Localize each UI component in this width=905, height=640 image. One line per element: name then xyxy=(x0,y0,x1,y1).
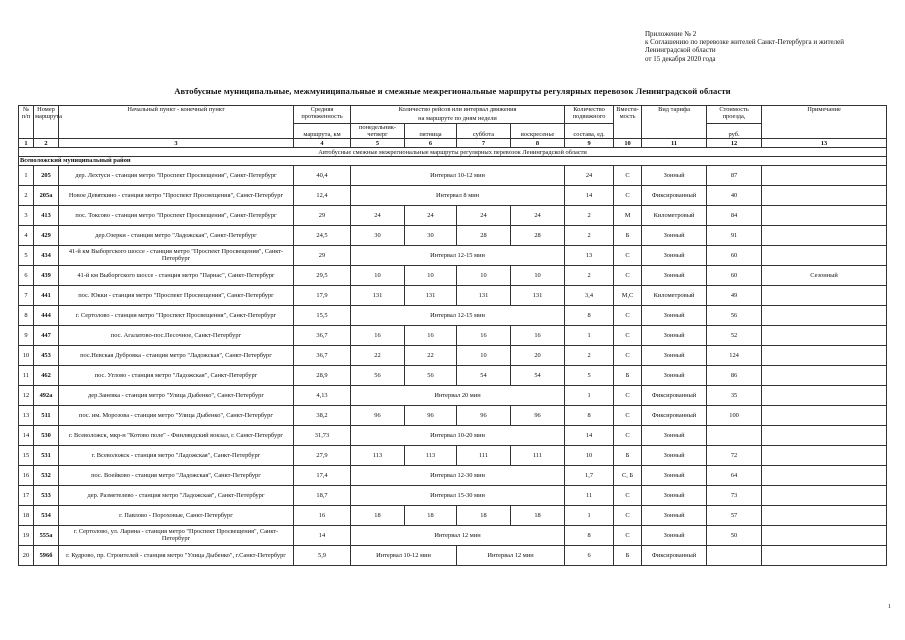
route-endpoints: пос. Углово - станция метро "Ладожская", Санкт-Петербург xyxy=(59,365,294,385)
header-sat: суббота xyxy=(457,124,511,139)
table-row xyxy=(19,485,887,505)
table-row xyxy=(19,365,887,385)
col-number: 2 xyxy=(34,139,59,148)
tariff-type: Зонный xyxy=(642,265,707,285)
row-index: 8 xyxy=(19,305,34,325)
vehicles-count: 2 xyxy=(565,265,614,285)
trips-mon-thu: 96 xyxy=(351,405,405,425)
tariff-type: Фиксированный xyxy=(642,545,707,565)
interval-cell: Интервал 8 мин xyxy=(351,185,565,205)
vehicles-count: 1 xyxy=(565,505,614,525)
annex-line: к Соглашению по перевозке жителей Санкт-Петербурга и жителей xyxy=(645,38,844,47)
note-cell xyxy=(762,285,887,305)
interval-cell: Интервал 20 мин xyxy=(351,385,565,405)
page-number: 1 xyxy=(888,604,891,610)
note-cell xyxy=(762,245,887,265)
route-number: 434 xyxy=(34,245,59,265)
tariff-type: Фиксированный xyxy=(642,405,707,425)
vehicles-count: 11 xyxy=(565,485,614,505)
trips-sun: 54 xyxy=(511,365,565,385)
route-number: 532 xyxy=(34,465,59,485)
trips-sun: 16 xyxy=(511,325,565,345)
route-endpoints: г. Сертолово - станция метро "Проспект Просвещения", Санкт-Петербург xyxy=(59,305,294,325)
capacity-class: С xyxy=(614,305,642,325)
interval-cell: Интервал 12-15 мин xyxy=(351,305,565,325)
route-number: 447 xyxy=(34,325,59,345)
note-cell xyxy=(762,205,887,225)
fare-cost: 35 xyxy=(707,385,762,405)
table-row xyxy=(19,405,887,425)
route-number: 462 xyxy=(34,365,59,385)
route-endpoints: пос. им. Морозова - станция метро "Улица Дыбенко", Санкт-Петербург xyxy=(59,405,294,425)
route-number: 453 xyxy=(34,345,59,365)
note-cell: Сезонный xyxy=(762,265,887,285)
row-index: 16 xyxy=(19,465,34,485)
capacity-class: С xyxy=(614,385,642,405)
note-cell xyxy=(762,545,887,565)
trips-sun: 20 xyxy=(511,345,565,365)
col-number: 13 xyxy=(762,139,887,148)
col-number: 6 xyxy=(405,139,457,148)
tariff-type: Зонный xyxy=(642,505,707,525)
header-trips-top: Количество рейсов или интервал движения xyxy=(398,106,517,113)
table-row xyxy=(19,185,887,205)
row-index: 18 xyxy=(19,505,34,525)
vehicles-count: 2 xyxy=(565,345,614,365)
trips-sat: 96 xyxy=(457,405,511,425)
capacity-class: Б xyxy=(614,365,642,385)
row-index: 6 xyxy=(19,265,34,285)
tariff-type: Километровый xyxy=(642,285,707,305)
route-length: 29 xyxy=(294,205,351,225)
header-cost: Стоимость проезда, xyxy=(707,106,762,124)
row-index: 5 xyxy=(19,245,34,265)
interval-cell: Интервал 12-30 мин xyxy=(351,465,565,485)
table-row xyxy=(19,505,887,525)
tariff-type: Километровый xyxy=(642,205,707,225)
capacity-class: С xyxy=(614,245,642,265)
note-cell xyxy=(762,445,887,465)
route-number: 555а xyxy=(34,525,59,545)
trips-fri: 56 xyxy=(405,365,457,385)
row-index: 19 xyxy=(19,525,34,545)
note-cell xyxy=(762,305,887,325)
fare-cost: 50 xyxy=(707,525,762,545)
fare-cost xyxy=(707,425,762,445)
capacity-class: С xyxy=(614,405,642,425)
vehicles-count: 1 xyxy=(565,385,614,405)
route-number: 439 xyxy=(34,265,59,285)
trips-sat: 111 xyxy=(457,445,511,465)
row-index: 4 xyxy=(19,225,34,245)
table-row xyxy=(19,445,887,465)
route-endpoints: пос. Юкки - станция метро "Проспект Просвещения", Санкт-Петербург xyxy=(59,285,294,305)
annex-line: Приложение № 2 xyxy=(645,30,697,38)
vehicles-count: 1,7 xyxy=(565,465,614,485)
tariff-type: Зонный xyxy=(642,525,707,545)
capacity-class: С, Б xyxy=(614,465,642,485)
route-endpoints: г. Павлово - Пороховые, Санкт-Петербург xyxy=(59,505,294,525)
trips-fri: 22 xyxy=(405,345,457,365)
trips-mon-thu: 30 xyxy=(351,225,405,245)
vehicles-count: 14 xyxy=(565,185,614,205)
trips-sun: 28 xyxy=(511,225,565,245)
trips-mon-thu: 22 xyxy=(351,345,405,365)
col-number: 9 xyxy=(565,139,614,148)
route-number: 205а xyxy=(34,185,59,205)
trips-sat: 131 xyxy=(457,285,511,305)
row-index: 20 xyxy=(19,545,34,565)
capacity-class: Б xyxy=(614,545,642,565)
vehicles-count: 13 xyxy=(565,245,614,265)
fare-cost: 87 xyxy=(707,165,762,185)
fare-cost: 40 xyxy=(707,185,762,205)
vehicles-count: 24 xyxy=(565,165,614,185)
table-row xyxy=(19,245,887,265)
route-number: 441 xyxy=(34,285,59,305)
route-length: 29 xyxy=(294,245,351,265)
trips-mon-thu: 131 xyxy=(351,285,405,305)
table-row xyxy=(19,205,887,225)
tariff-type: Зонный xyxy=(642,485,707,505)
tariff-type: Фиксированный xyxy=(642,185,707,205)
trips-sun: 111 xyxy=(511,445,565,465)
fare-cost: 72 xyxy=(707,445,762,465)
route-length: 15,5 xyxy=(294,305,351,325)
trips-fri: 16 xyxy=(405,325,457,345)
route-endpoints: г. Кудрово, пр. Строителей - станция метро "Улица Дыбенко", г.Санкт-Петербург xyxy=(59,545,294,565)
capacity-class: С xyxy=(614,265,642,285)
route-endpoints: пос.Невская Дубровка - станция метро "Ладожская", Санкт-Петербург xyxy=(59,345,294,365)
route-length: 40,4 xyxy=(294,165,351,185)
col-number: 5 xyxy=(351,139,405,148)
interval-cell: Интервал 12-15 мин xyxy=(351,245,565,265)
table-row xyxy=(19,425,887,445)
fare-cost: 56 xyxy=(707,305,762,325)
trips-sun: 96 xyxy=(511,405,565,425)
note-cell xyxy=(762,405,887,425)
route-length: 17,9 xyxy=(294,285,351,305)
note-cell xyxy=(762,365,887,385)
route-length: 14 xyxy=(294,525,351,545)
route-length: 18,7 xyxy=(294,485,351,505)
table-row xyxy=(19,525,887,545)
trips-sat: 10 xyxy=(457,265,511,285)
table-row xyxy=(19,465,887,485)
trips-sat: 10 xyxy=(457,345,511,365)
fare-cost: 91 xyxy=(707,225,762,245)
tariff-type: Зонный xyxy=(642,425,707,445)
annex-line: Ленинградской области xyxy=(645,46,716,55)
route-length: 4,13 xyxy=(294,385,351,405)
capacity-class: С xyxy=(614,345,642,365)
trips-fri: 24 xyxy=(405,205,457,225)
capacity-class: М xyxy=(614,205,642,225)
col-number: 10 xyxy=(614,139,642,148)
col-number: 11 xyxy=(642,139,707,148)
route-endpoints: 41-й км Выборгского шоссе - станция метро "Парнас", Санкт-Петербург xyxy=(59,265,294,285)
fare-cost: 73 xyxy=(707,485,762,505)
vehicles-count: 10 xyxy=(565,445,614,465)
route-length: 28,9 xyxy=(294,365,351,385)
route-length: 24,5 xyxy=(294,225,351,245)
fare-cost: 60 xyxy=(707,245,762,265)
trips-sun: 131 xyxy=(511,285,565,305)
header-cost-unit: руб. xyxy=(707,124,762,139)
table-row xyxy=(19,305,887,325)
trips-sun: 10 xyxy=(511,265,565,285)
vehicles-count: 8 xyxy=(565,525,614,545)
row-index: 14 xyxy=(19,425,34,445)
note-cell xyxy=(762,385,887,405)
route-endpoints: дер.Заневка - станция метро "Улица Дыбенко", Санкт-Петербург xyxy=(59,385,294,405)
vehicles-count: 8 xyxy=(565,405,614,425)
vehicles-count: 8 xyxy=(565,305,614,325)
route-length: 5,9 xyxy=(294,545,351,565)
route-endpoints: 41-й км Выборгского шоссе - станция метро "Проспект Просвещения", Санкт-Петербург xyxy=(59,245,294,265)
row-index: 7 xyxy=(19,285,34,305)
fare-cost xyxy=(707,545,762,565)
district-heading: Всеволожский муниципальный район xyxy=(19,157,887,165)
vehicles-count: 14 xyxy=(565,425,614,445)
col-number: 1 xyxy=(19,139,34,148)
route-length: 27,9 xyxy=(294,445,351,465)
trips-sun: 24 xyxy=(511,205,565,225)
route-endpoints: г. Всеволожск, мкр-н "Котово поле" - Финляндский вокзал, г. Санкт-Петербург xyxy=(59,425,294,445)
route-length: 31,73 xyxy=(294,425,351,445)
trips-mon-thu: 16 xyxy=(351,325,405,345)
vehicles-count: 2 xyxy=(565,205,614,225)
note-cell xyxy=(762,465,887,485)
note-cell xyxy=(762,185,887,205)
tariff-type: Зонный xyxy=(642,345,707,365)
row-index: 3 xyxy=(19,205,34,225)
routes-table xyxy=(18,105,887,566)
header-mon-thu: понедельник-четверг xyxy=(351,124,405,139)
interval-cell: Интервал 10-12 мин xyxy=(351,165,565,185)
capacity-class: С xyxy=(614,525,642,545)
header-vehicles: Количество подвижного xyxy=(565,106,614,124)
trips-mon-thu: 113 xyxy=(351,445,405,465)
trips-mon-thu: 10 xyxy=(351,265,405,285)
route-endpoints: пос. Воейково - станция метро "Ладожская", Санкт-Петербург xyxy=(59,465,294,485)
route-number: 511 xyxy=(34,405,59,425)
note-cell xyxy=(762,425,887,445)
note-cell xyxy=(762,505,887,525)
fare-cost: 100 xyxy=(707,405,762,425)
note-cell xyxy=(762,325,887,345)
route-length: 17,4 xyxy=(294,465,351,485)
trips-fri: 113 xyxy=(405,445,457,465)
capacity-class: С xyxy=(614,485,642,505)
route-length: 12,4 xyxy=(294,185,351,205)
fare-cost: 86 xyxy=(707,365,762,385)
header-endpoints: Начальный пункт - конечный пункт xyxy=(59,106,294,139)
route-length: 36,7 xyxy=(294,345,351,365)
table-row xyxy=(19,325,887,345)
fare-cost: 124 xyxy=(707,345,762,365)
header-vehicles-unit: состава, ед. xyxy=(565,124,614,139)
row-index: 1 xyxy=(19,165,34,185)
route-number: 533 xyxy=(34,485,59,505)
trips-sat: 24 xyxy=(457,205,511,225)
tariff-type: Зонный xyxy=(642,245,707,265)
tariff-type: Зонный xyxy=(642,465,707,485)
trips-sat: 54 xyxy=(457,365,511,385)
tariff-type: Фиксированный xyxy=(642,385,707,405)
header-num: № п/п xyxy=(19,106,34,139)
row-index: 10 xyxy=(19,345,34,365)
route-endpoints: пос. Агалатово-пос.Песочное, Санкт-Петербург xyxy=(59,325,294,345)
col-number: 4 xyxy=(294,139,351,148)
row-index: 12 xyxy=(19,385,34,405)
interval-cell: Интервал 15-30 мин xyxy=(351,485,565,505)
trips-sat: 18 xyxy=(457,505,511,525)
annex-block xyxy=(645,30,844,63)
header-trips-sub: на маршруте по дням недели xyxy=(418,115,497,123)
col-number: 12 xyxy=(707,139,762,148)
route-endpoints: г. Сертолово, ул. Ларина - станция метро "Проспект Просвещения", Санкт-Петербург xyxy=(59,525,294,545)
fare-cost: 57 xyxy=(707,505,762,525)
col-number: 8 xyxy=(511,139,565,148)
document-title: Автобусные муниципальные, межмуниципальные и смежные межрегиональные маршруты регулярных перевозок Ленинградской области xyxy=(174,86,731,96)
route-length: 16 xyxy=(294,505,351,525)
header-trips xyxy=(351,106,565,124)
capacity-class: С xyxy=(614,425,642,445)
capacity-class: С xyxy=(614,325,642,345)
vehicles-count: 3,4 xyxy=(565,285,614,305)
header-fri: пятница xyxy=(405,124,457,139)
route-length: 29,5 xyxy=(294,265,351,285)
tariff-type: Зонный xyxy=(642,305,707,325)
col-number: 7 xyxy=(457,139,511,148)
interval-cell: Интервал 12 мин xyxy=(351,525,565,545)
header-sun: воскресенье xyxy=(511,124,565,139)
capacity-class: С xyxy=(614,505,642,525)
header-length: Средняя протяженность xyxy=(294,106,351,124)
row-index: 2 xyxy=(19,185,34,205)
trips-fri: 96 xyxy=(405,405,457,425)
note-cell xyxy=(762,165,887,185)
row-index: 17 xyxy=(19,485,34,505)
trips-sat: 28 xyxy=(457,225,511,245)
vehicles-count: 5 xyxy=(565,365,614,385)
annex-line: от 15 декабря 2020 года xyxy=(645,54,716,63)
row-index: 15 xyxy=(19,445,34,465)
table-row xyxy=(19,345,887,365)
interval-cell: Интервал 10-20 мин xyxy=(351,425,565,445)
header-length-unit: маршрута, км xyxy=(294,124,351,139)
header-tariff: Вид тарифа xyxy=(642,106,707,139)
fare-cost: 49 xyxy=(707,285,762,305)
route-endpoints: Новое Девяткино - станция метро "Проспект Просвещения", Санкт-Петербург xyxy=(59,185,294,205)
route-number: 205 xyxy=(34,165,59,185)
route-endpoints: дер. Разметелево - станция метро "Ладожская", Санкт-Петербург xyxy=(59,485,294,505)
capacity-class: М,С xyxy=(614,285,642,305)
fare-cost: 52 xyxy=(707,325,762,345)
interval-cell: Интервал 10-12 мин xyxy=(351,545,457,565)
route-number: 413 xyxy=(34,205,59,225)
route-number: 534 xyxy=(34,505,59,525)
trips-mon-thu: 18 xyxy=(351,505,405,525)
trips-fri: 10 xyxy=(405,265,457,285)
row-index: 13 xyxy=(19,405,34,425)
header-route: Номер маршрута xyxy=(34,106,59,139)
fare-cost: 64 xyxy=(707,465,762,485)
route-number: 444 xyxy=(34,305,59,325)
route-endpoints: дер. Лехтуси - станция метро "Проспект Просвещения", Санкт-Петербург xyxy=(59,165,294,185)
trips-fri: 131 xyxy=(405,285,457,305)
routes-body xyxy=(19,165,887,565)
table-row xyxy=(19,545,887,565)
vehicles-count: 2 xyxy=(565,225,614,245)
section-heading: Автобусные смежные межрегиональные маршруты регулярных перевозок Ленинградской области xyxy=(19,148,887,157)
route-endpoints: пос. Токсово - станция метро "Проспект Просвещения", Санкт-Петербург xyxy=(59,205,294,225)
capacity-class: С xyxy=(614,165,642,185)
header-capacity: Вмести-мость xyxy=(614,106,642,139)
capacity-class: Б xyxy=(614,445,642,465)
interval-cell: Интервал 12 мин xyxy=(457,545,565,565)
route-endpoints: г. Всеволожск - станция метро "Ладожская", Санкт-Петербург xyxy=(59,445,294,465)
route-endpoints: дер.Озерки - станция метро "Ладожская", Санкт-Петербург xyxy=(59,225,294,245)
vehicles-count: 6 xyxy=(565,545,614,565)
trips-sat: 16 xyxy=(457,325,511,345)
tariff-type: Зонный xyxy=(642,365,707,385)
route-number: 530 xyxy=(34,425,59,445)
vehicles-count: 1 xyxy=(565,325,614,345)
trips-sun: 18 xyxy=(511,505,565,525)
route-number: 492а xyxy=(34,385,59,405)
table-row xyxy=(19,265,887,285)
trips-mon-thu: 24 xyxy=(351,205,405,225)
tariff-type: Зонный xyxy=(642,225,707,245)
note-cell xyxy=(762,225,887,245)
trips-mon-thu: 56 xyxy=(351,365,405,385)
trips-fri: 30 xyxy=(405,225,457,245)
trips-fri: 18 xyxy=(405,505,457,525)
table-row xyxy=(19,225,887,245)
col-number: 3 xyxy=(59,139,294,148)
route-number: 596б xyxy=(34,545,59,565)
note-cell xyxy=(762,345,887,365)
header-note: Примечание xyxy=(762,106,887,139)
tariff-type: Зонный xyxy=(642,165,707,185)
tariff-type: Зонный xyxy=(642,325,707,345)
table-row xyxy=(19,385,887,405)
row-index: 9 xyxy=(19,325,34,345)
row-index: 11 xyxy=(19,365,34,385)
tariff-type: Зонный xyxy=(642,445,707,465)
route-number: 531 xyxy=(34,445,59,465)
note-cell xyxy=(762,525,887,545)
table-row xyxy=(19,285,887,305)
route-number: 429 xyxy=(34,225,59,245)
fare-cost: 60 xyxy=(707,265,762,285)
table-row xyxy=(19,165,887,185)
note-cell xyxy=(762,485,887,505)
capacity-class: С xyxy=(614,185,642,205)
route-length: 38,2 xyxy=(294,405,351,425)
route-length: 36,7 xyxy=(294,325,351,345)
fare-cost: 84 xyxy=(707,205,762,225)
capacity-class: Б xyxy=(614,225,642,245)
